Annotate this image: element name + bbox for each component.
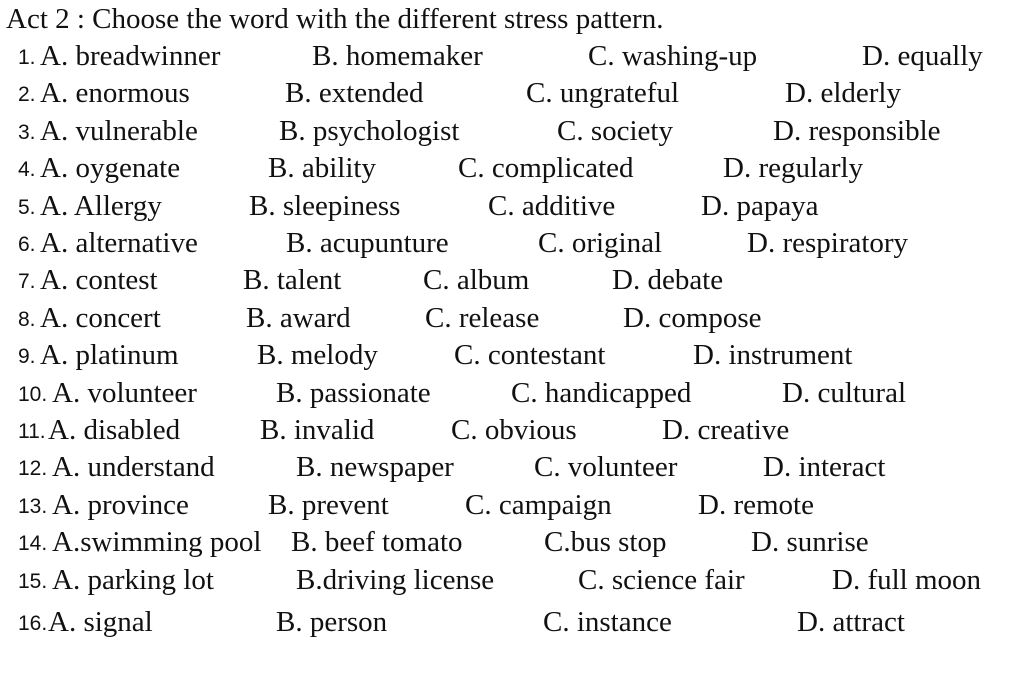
option-b: B. talent [243, 264, 342, 296]
option-c: C. release [425, 302, 540, 334]
question-number: 2. [18, 83, 36, 106]
option-b: B. newspaper [296, 451, 454, 483]
question-row [0, 300, 1024, 337]
question-row [0, 375, 1024, 412]
question-number: 15. [18, 570, 48, 593]
option-b: B. psychologist [279, 115, 460, 147]
question-row [0, 412, 1024, 449]
option-a: A. disabled [48, 414, 181, 446]
option-b: B. person [276, 606, 388, 638]
option-b: B. sleepiness [249, 190, 401, 222]
option-b: B. melody [257, 339, 378, 371]
option-d: D. respiratory [747, 227, 909, 259]
question-row [0, 113, 1024, 150]
option-a: A. vulnerable [40, 115, 198, 147]
question-row [0, 604, 1024, 641]
option-b: B.driving license [296, 564, 495, 596]
option-a: A. volunteer [52, 377, 197, 409]
option-c: C. additive [488, 190, 616, 222]
option-c: C. original [538, 227, 663, 259]
option-b: B. ability [268, 152, 376, 184]
option-a: A. province [52, 489, 189, 521]
question-number: 4. [18, 158, 36, 181]
option-d: D. equally [862, 40, 983, 72]
question-number: 8. [18, 308, 36, 331]
option-c: C. campaign [465, 489, 612, 521]
question-number: 14. [18, 532, 48, 555]
option-d: D. cultural [782, 377, 907, 409]
question-row [0, 262, 1024, 299]
option-d: D. remote [698, 489, 814, 521]
question-number: 16. [18, 612, 48, 635]
option-b: B. award [246, 302, 351, 334]
question-row [0, 449, 1024, 486]
question-row [0, 337, 1024, 374]
question-row [0, 487, 1024, 524]
question-number: 6. [18, 233, 36, 256]
option-c: C. volunteer [534, 451, 678, 483]
option-a: A. understand [52, 451, 215, 483]
option-a: A. enormous [40, 77, 190, 109]
option-d: D. compose [623, 302, 762, 334]
question-number: 13. [18, 495, 48, 518]
question-number: 9. [18, 345, 36, 368]
question-row [0, 188, 1024, 225]
option-a: A. platinum [40, 339, 179, 371]
question-number: 12. [18, 457, 48, 480]
option-b: B. passionate [276, 377, 431, 409]
question-number: 10. [18, 383, 48, 406]
option-b: B. acupunture [286, 227, 449, 259]
option-d: D. creative [662, 414, 790, 446]
option-d: D. papaya [701, 190, 819, 222]
option-a: A. contest [40, 264, 158, 296]
option-c: C. washing-up [588, 40, 758, 72]
activity-title: Act 2 : Choose the word with the different stress pattern. [6, 3, 664, 35]
option-a: A. alternative [40, 227, 198, 259]
option-b: B. extended [285, 77, 424, 109]
option-a: A.swimming pool [52, 526, 262, 558]
question-number: 7. [18, 270, 36, 293]
option-b: B. invalid [260, 414, 375, 446]
option-c: C. society [557, 115, 673, 147]
option-c: C. album [423, 264, 530, 296]
question-row [0, 75, 1024, 112]
option-c: C. complicated [458, 152, 634, 184]
option-c: C. science fair [578, 564, 745, 596]
question-row [0, 562, 1024, 599]
question-number: 11. [18, 420, 46, 443]
option-d: D. sunrise [751, 526, 869, 558]
option-b: B. beef tomato [291, 526, 463, 558]
option-d: D. interact [763, 451, 886, 483]
option-d: D. full moon [832, 564, 982, 596]
option-a: A. oygenate [40, 152, 181, 184]
question-row [0, 38, 1024, 75]
option-d: D. elderly [785, 77, 901, 109]
option-c: C. handicapped [511, 377, 692, 409]
option-c: C. instance [543, 606, 672, 638]
option-b: B. homemaker [312, 40, 483, 72]
option-c: C. obvious [451, 414, 577, 446]
option-a: A. breadwinner [40, 40, 221, 72]
option-a: A. parking lot [52, 564, 214, 596]
question-number: 3. [18, 121, 36, 144]
question-row [0, 150, 1024, 187]
question-number: 5. [18, 196, 36, 219]
option-b: B. prevent [268, 489, 389, 521]
question-row [0, 225, 1024, 262]
option-d: D. attract [797, 606, 905, 638]
question-row [0, 524, 1024, 561]
option-d: D. instrument [693, 339, 853, 371]
option-d: D. regularly [723, 152, 864, 184]
option-a: A. signal [48, 606, 153, 638]
question-number: 1. [18, 46, 36, 69]
option-c: C.bus stop [544, 526, 667, 558]
option-d: D. responsible [773, 115, 941, 147]
option-a: A. Allergy [40, 190, 162, 222]
option-c: C. ungrateful [526, 77, 680, 109]
option-a: A. concert [40, 302, 161, 334]
option-d: D. debate [612, 264, 724, 296]
option-c: C. contestant [454, 339, 606, 371]
